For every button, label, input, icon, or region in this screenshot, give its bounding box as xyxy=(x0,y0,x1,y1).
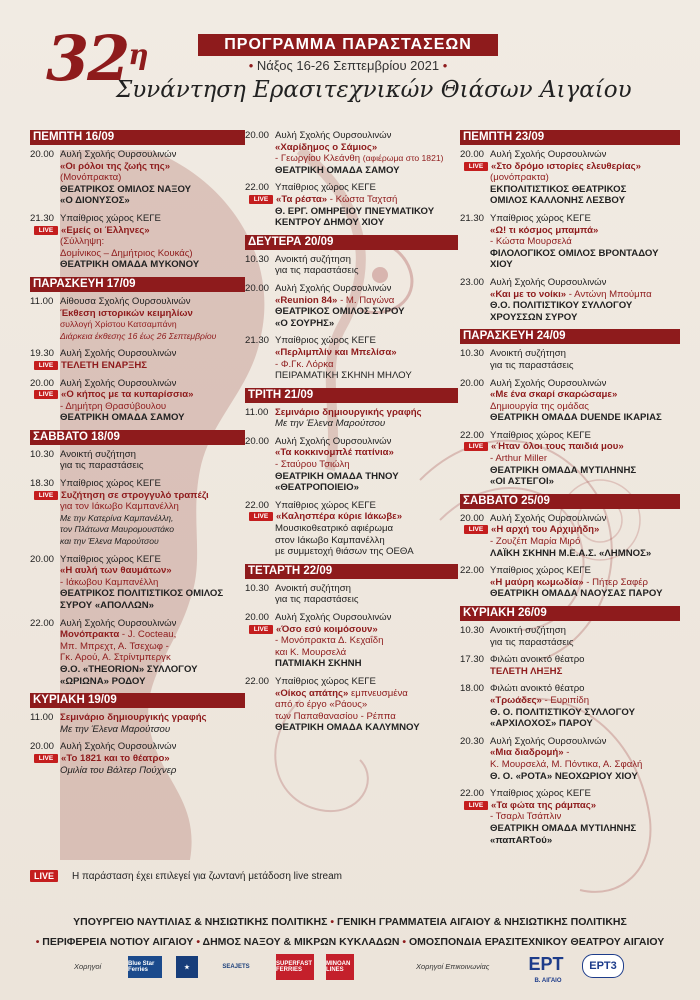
event: 20.00 Αυλή Σχολής Ουρσουλινών LIVE «Στο δρόμο ιστορίες ελευθερίας» (μονόπρακτα) ΕΚΠΟΛΙΤΙΣΤΙΚΟΣ ΘΕΑΤΡΙΚΟΣ ΟΜΙΛΟΣ ΚΑΛΛΟΝΗΣ ΛΕΣΒΟΥ xyxy=(460,149,641,207)
event: 22.00 Υπαίθριος χώρος ΚΕΓΕ LIVE «Ήταν όλοι τους παιδιά μου» - Arthur Miller ΘΕΑΤΡΙΚΗ ΟΜΑΔΑ ΜΥΤΙΛΗΝΗΣ «ΟΙ ΑΣΤΕΓΟΙ» xyxy=(460,429,637,488)
ert-logo: ΕΡΤ xyxy=(528,953,564,974)
event: 20.00 Αυλή Σχολής Ουρσουλινών «Χαρίδημος ο Σάμιος» - Γεωργίου Κλεάνθη (αφιέρωμα στο 1821) ΘΕΑΤΡΙΚΗ ΟΜΑΔΑ ΣΑΜΟΥ xyxy=(245,130,444,176)
event: 11.00 Αίθουσα Σχολής Ουρσουλινών Έκθεση ιστορικών κειμηλίων συλλογή Χρίστου Κατσαμπάνη Διάρκεια έκθεσης 16 έως 26 Σεπτεμβρίου xyxy=(30,295,217,341)
event: 10.30 Ανοικτή συζήτηση για τις παραστάσεις xyxy=(460,348,574,371)
media-sponsors-label: Χορηγοί Επικοινωνίας xyxy=(416,962,490,971)
ert3-logo: ΕΡΤ3 xyxy=(582,954,624,978)
day-header: ΤΕΤΑΡΤΗ 22/09 xyxy=(245,564,458,579)
event: 19.30 Αυλή Σχολής Ουρσουλινών LIVE ΤΕΛΕΤΗ ΕΝΑΡΞΗΣ xyxy=(30,348,177,371)
footer-organizers-2: • ΠΕΡΙΦΕΡΕΙΑ ΝΟΤΙΟΥ ΑΙΓΑΙΟΥ • ΔΗΜΟΣ ΝΑΞΟΥ & ΜΙΚΡΩΝ ΚΥΚΛΑΔΩΝ • ΟΜΟΣΠΟΝΔΙΑ ΕΡΑΣΙΤΕΧΝΙΚΟΥ ΘΕΑΤΡΟΥ ΑΙΓΑΙΟΥ xyxy=(35,936,665,948)
live-legend xyxy=(30,870,342,882)
live-stream-badge: LIVE xyxy=(30,870,58,882)
live-stream-badge: LIVE xyxy=(249,512,273,521)
event: 20.00 Αυλή Σχολής Ουρσουλινών LIVE «Όσο εσύ κοιμόσουν» - Μονόπρακτα Δ. Κεχαΐδη και Κ. Μουρσελά ΠΑΤΜΙΑΚΗ ΣΚΗΝΗ xyxy=(245,612,392,670)
schedule-column-3 xyxy=(460,130,680,852)
day-header: ΣΑΒΒΑΤΟ 25/09 xyxy=(460,494,680,509)
event: 10.30 Ανοικτή συζήτηση για τις παραστάσεις xyxy=(30,448,144,472)
event: 23.00 Αυλή Σχολής Ουρσουλινών «Και με το νοίκι» - Αντώνη Μπούμπα Θ.Ο. ΠΟΛΙΤΙΣΤΙΚΟΥ ΣΥΛΛΟΓΟΥ ΧΡΟΥΣΣΩΝ ΣΥΡΟΥ xyxy=(460,276,652,323)
live-stream-badge: LIVE xyxy=(464,162,488,171)
live-stream-badge: LIVE xyxy=(464,801,488,810)
event: 21.30 Υπαίθριος χώρος ΚΕΓΕ LIVE «Εμείς οι Έλληνες» (Σύλληψη: Δομίνικος – Δημήτριος Κουκάς) ΘΕΑΤΡΙΚΗ ΟΜΑΔΑ ΜΥΚΟΝΟΥ xyxy=(30,212,200,271)
live-stream-badge: LIVE xyxy=(34,754,58,763)
blue-star-logo: Blue Star Ferries xyxy=(128,956,162,978)
schedule-column-2 xyxy=(245,130,458,740)
live-stream-badge: LIVE xyxy=(464,442,488,451)
live-stream-badge: LIVE xyxy=(34,361,58,370)
event: 18.30 Υπαίθριος χώρος ΚΕΓΕ LIVE Συζήτηση σε στρογγυλό τραπέζι για τον Ιάκωβο Καμπανέλλη Με την Κατερίνα Καμπανέλλη, τον Πλάτωνα Μαυρομουστάκο και την Έλενα Μαρούτσου xyxy=(30,478,209,547)
event: 22.00 Υπαίθριος χώρος ΚΕΓΕ «Η μαύρη κωμωδία» - Πήτερ Σαφέρ ΘΕΑΤΡΙΚΗ ΟΜΑΔΑ ΝΑΟΥΣΑΣ ΠΑΡΟΥ xyxy=(460,565,663,600)
event: 20.30 Αυλή Σχολής Ουρσουλινών «Μια διαδρομή» - Κ. Μουρσελά, Μ. Πόντικα, Α. Σφαλή Θ. Ο. «ΡΟΤΑ» ΝΕΟΧΩΡΙΟΥ ΧΙΟΥ xyxy=(460,735,643,782)
live-stream-badge: LIVE xyxy=(464,525,488,534)
schedule-column-1 xyxy=(30,130,245,782)
event: 18.00 Φιλώτι ανοικτό θέατρο «Τρωάδες» - Ευριπίδη Θ. Ο. ΠΟΛΙΤΙΣΤΙΚΟΥ ΣΥΛΛΟΓΟΥ «ΑΡΧΙΛΟΧΟΣ» ΠΑΡΟΥ xyxy=(460,683,635,730)
event: 20.00 Αυλή Σχολής Ουρσουλινών LIVE «Η αρχή του Αρχιμήδη» - Ζουζέπ Μαρία Μιρό ΛΑΪΚΗ ΣΚΗΝΗ Μ.Ε.Α.Σ. «ΛΗΜΝΟΣ» xyxy=(460,512,652,559)
edition-number: $32^\eta$ xyxy=(46,22,147,95)
edition-suffix: η xyxy=(128,38,147,71)
live-stream-badge: LIVE xyxy=(34,390,58,399)
event: 22.00 Υπαίθριος χώρος ΚΕΓΕ LIVE «Τα ρέστα» - Κώστα Ταχτσή Θ. ΕΡΓ. ΟΜΗΡΕΙΟΥ ΠΝΕΥΜΑΤΙΚΟΥ ΚΕΝΤΡΟΥ ΔΗΜΟΥ ΧΙΟΥ xyxy=(245,182,435,229)
ert-sub: Β. ΑΙΓΑΙΟ xyxy=(534,978,562,984)
event: 22.00 Υπαίθριος χώρος ΚΕΓΕ «Οίκος απάτης» εμπνευσμένα από το έργο «Ράους» των Παπαθανασίου - Ρέππα ΘΕΑΤΡΙΚΗ ΟΜΑΔΑ ΚΑΛΥΜΝΟΥ xyxy=(245,675,420,734)
event: 21.30 Υπαίθριος χώρος ΚΕΓΕ «Ω! τι κόσμος μπαμπά» - Κώστα Μουρσελά ΦΙΛΟΛΟΓΙΚΟΣ ΟΜΙΛΟΣ ΒΡΟΝΤΑΔΟΥ ΧΙΟΥ xyxy=(460,212,659,271)
minoan-logo: MINOAN LINES xyxy=(326,954,354,980)
event: 20.00 Αυλή Σχολής Ουρσουλινών «Οι ρόλοι της ζωής της» (Μονόπρακτα) ΘΕΑΤΡΙΚΟΣ ΟΜΙΛΟΣ ΝΑΞΟΥ «Ο ΔΙΟΝΥΣΟΣ» xyxy=(30,149,192,207)
day-header: ΠΕΜΠΤΗ 16/09 xyxy=(30,130,245,145)
star-logo: ★ xyxy=(176,956,198,978)
day-header: ΤΡΙΤΗ 21/09 xyxy=(245,388,458,403)
festival-name: Συνάντηση Ερασιτεχνικών Θιάσων Αιγαίου xyxy=(116,77,632,103)
superfast-logo: SUPERFAST FERRIES xyxy=(276,954,314,980)
day-header: ΚΥΡΙΑΚΗ 26/09 xyxy=(460,606,680,621)
event: 20.00 Αυλή Σχολής Ουρσουλινών LIVE «Το 1821 και το θέατρο» Ομιλία του Βάλτερ Πούχνερ xyxy=(30,741,177,776)
event: 20.00 Υπαίθριος χώρος ΚΕΓΕ «Η αυλή των θαυμάτων» - Ιάκωβου Καμπανέλλη ΘΕΑΤΡΙΚΟΣ ΠΟΛΙΤΙΣΤΙΚΟΣ ΟΜΙΛΟΣ ΣΥΡΟΥ «ΑΠΟΛΛΩΝ» xyxy=(30,553,224,611)
day-header: ΠΕΜΠΤΗ 23/09 xyxy=(460,130,680,145)
event: 22.00 Υπαίθριος χώρος ΚΕΓΕ LIVE «Τα φώτα της ράμπας» - Τσαρλι Τσάπλιν ΘΕΑΤΡΙΚΗ ΟΜΑΔΑ ΜΥΤΙΛΗΝΗΣ «παπARTού» xyxy=(460,788,637,846)
event: 20.00 Αυλή Σχολής Ουρσουλινών «Με ένα σκαρί σκαρώσαμε» Δημιουργία της ομάδας ΘΕΑΤΡΙΚΗ ΟΜΑΔΑ DUENDE ΙΚΑΡΙΑΣ xyxy=(460,377,662,424)
event: 11.00 Σεμινάριο δημιουργικής γραφής Με την Έλενα Μαρούτσου xyxy=(30,712,207,735)
day-header: ΠΑΡΑΣΚΕΥΗ 17/09 xyxy=(30,277,245,292)
event: 22.00 Αυλή Σχολής Ουρσουλινών Μονόπρακτα - J. Cocteau, Μπ. Μπρεχτ, Α. Τσεχωφ - Γκ. Αρού, Α. Στρίντμπεργκ Θ.Ο. «THEORION» ΣΥΛΛΟΓΟΥ «ΩΡΙΩΝΑ» ΡΟΔΟΥ xyxy=(30,617,198,687)
page-title: ΠΡΟΓΡΑΜΜΑ ΠΑΡΑΣΤΑΣΕΩΝ xyxy=(198,34,498,56)
festival-dates: • Νάξος 16-26 Σεπτεμβρίου 2021 • xyxy=(248,58,448,73)
footer-organizers-1: ΥΠΟΥΡΓΕΙΟ ΝΑΥΤΙΛΙΑΣ & ΝΗΣΙΩΤΙΚΗΣ ΠΟΛΙΤΙΚΗΣ • ΓΕΝΙΚΗ ΓΡΑΜΜΑΤΕΙΑ ΑΙΓΑΙΟΥ & ΝΗΣΙΩΤΙΚΗΣ ΠΟΛΙΤΙΚΗΣ xyxy=(73,916,627,928)
day-header: ΣΑΒΒΑΤΟ 18/09 xyxy=(30,430,245,445)
live-stream-badge: LIVE xyxy=(34,226,58,235)
event: 20.00 Αυλή Σχολής Ουρσουλινών LIVE «Ο κήπος με τα κυπαρίσσια» - Δημήτρη Θρασύβουλου ΘΕΑΤΡΙΚΗ ΟΜΑΔΑ ΣΑΜΟΥ xyxy=(30,377,194,424)
live-stream-badge: LIVE xyxy=(249,195,273,204)
live-legend-text: Η παράσταση έχει επιλεγεί για ζωντανή μετάδοση live stream xyxy=(72,870,343,882)
event: 22.00 Υπαίθριος χώρος ΚΕΓΕ LIVE «Καλησπέρα κύριε Ιάκωβε» Μουσικοθεατρικό αφιέρωμα στον Ιάκωβο Καμπανέλλη με συμμετοχή θιάσων της ΟΕΘΑ xyxy=(245,499,414,558)
event: 21.30 Υπαίθριος χώρος ΚΕΓΕ «Περλιμπλίν και Μπελίσα» - Φ.Γκ. Λόρκα ΠΕΙΡΑΜΑΤΙΚΗ ΣΚΗΝΗ ΜΗΛΟΥ xyxy=(245,335,412,382)
day-header: ΠΑΡΑΣΚΕΥΗ 24/09 xyxy=(460,329,680,344)
event: 17.30 Φιλώτι ανοικτό θέατρο ΤΕΛΕΤΗ ΛΗΞΗΣ xyxy=(460,654,585,677)
event: 10.30 Ανοικτή συζήτηση για τις παραστάσεις xyxy=(245,582,359,606)
seajets-logo: SEAJETS xyxy=(222,964,250,970)
day-header: ΔΕΥΤΕΡΑ 20/09 xyxy=(245,235,458,250)
sponsors-label: Χορηγοί xyxy=(74,962,102,971)
event: 10.30 Ανοικτή συζήτηση για τις παραστάσεις xyxy=(460,625,574,648)
event: 20.00 Αυλή Σχολής Ουρσουλινών «Τα κοκκινομπλέ πατίνια» - Σταύρου Τσιώλη ΘΕΑΤΡΙΚΗ ΟΜΑΔΑ ΤΗΝΟΥ «ΘΕΑΤΡΟΠΟΙΕΙΟ» xyxy=(245,435,399,494)
event: 10.30 Ανοικτή συζήτηση για τις παραστάσεις xyxy=(245,253,359,277)
event: 20.00 Αυλή Σχολής Ουρσουλινών «Reunion 84» - Μ. Παγώνα ΘΕΑΤΡΙΚΟΣ ΟΜΙΛΟΣ ΣΥΡΟΥ «Ο ΣΟΥΡΗΣ» xyxy=(245,282,405,329)
live-stream-badge: LIVE xyxy=(249,625,273,634)
event: 11.00 Σεμινάριο δημιουργικής γραφής Με την Έλενα Μαρούτσου xyxy=(245,406,422,430)
live-stream-badge: LIVE xyxy=(34,491,58,500)
day-header: ΚΥΡΙΑΚΗ 19/09 xyxy=(30,693,245,708)
